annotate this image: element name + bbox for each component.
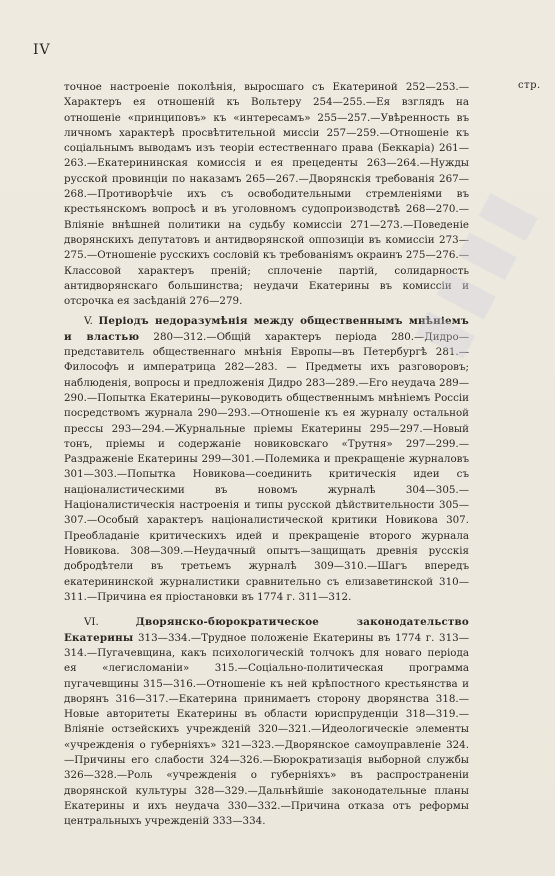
- table-of-contents-text: [64, 80, 469, 840]
- section-text: 280—312.—Общій характеръ періода 280.—Дидро—представитель общественнаго мнѣнія Европы—въ Петербургѣ 281.—Философъ и императрица 282—283. — Предметы ихъ разговоровъ; наблюденія, вопросы и предложенія Дидро 283—289.—Его неудача 289—290.—Попытка Екатерины—руководить общественнымъ мнѣніемъ Россіи посредствомъ журнала 290—293.—Отношеніе къ ея журналу остальной прессы 293—294.—Журнальные пріемы Екатерины 295—297.—Новый тонъ, пріемы и содержаніе новиковскаго «Трутня» 297—299.—Раздраженіе Екатерины 299—301.—Полемика и прекращеніе журналовъ 301—303.—Попытка Новикова—соединить критическія идеи съ націоналистическими въ новомъ журналѣ 304—305.—Націоналистическія настроенія и типы русской дѣйствительности 305—307.—Особый характеръ націоналистической критики Новикова 307. Преобладаніе критическихъ идей и прекращеніе второго журнала Новикова. 308—309.—Неудачный опытъ—защищать древнія русскія добродѣтели въ третьемъ журналѣ 309—310.—Шагъ впередъ екатерининской журналистики сравнительно съ елизаветинской 310—311.—Причина ея пріостановки въ 1774 г. 311—312.: [64, 330, 469, 603]
- continuation-paragraph: точное настроеніе поколѣнія, выросшаго съ Екатериной 252—253.—Характеръ ея отношеній къ Вольтеру 254—255.—Ея взглядъ на отношеніе «принциповъ» къ «интересамъ» 255—257.—Увѣренность въ личномъ характерѣ просвѣтительной миссіи 257—259.—Отношеніе къ соціальнымъ выводамъ изъ теоріи естественнаго права (Беккаріа) 261—263.—Екатерининская комиссія и ея прецеденты 263—264.—Нужды русской провинціи по наказамъ 265—267.—Дворянскія требованія 267—268.—Противорѣчіе ихъ съ освободительными стремленіями въ крестьянскомъ вопросѣ и въ уголовномъ судопроизводствѣ 268—270.—Вліяніе внѣшней политики на судьбу комиссіи 271—273.—Поведеніе дворянскихъ депутатовъ и антидворянской оппозиціи въ комиссіи 273—275.—Отношеніе русскихъ сословій къ требованіямъ окраинъ 275—276.—Классовой характеръ преній; сплоченіе партій, солидарность антидворянскаго большинства; неудачи Екатерины въ комиссіи и отсрочка ея засѣданій 276—279.: [64, 81, 469, 308]
- section-title: Періодъ недоразумѣнія между общественнымъ мнѣніемъ и властью: [64, 315, 469, 343]
- section-number: V.: [84, 315, 93, 328]
- page-number: IV: [33, 42, 51, 58]
- section-v: [64, 314, 469, 605]
- section-number: VI.: [84, 616, 99, 629]
- section-vi: [64, 615, 469, 829]
- watermark: ▮▮▮▮: [395, 172, 552, 369]
- section-title: Дворянско-бюрократическое законодательство Екатерины: [64, 616, 469, 644]
- running-head: стр.: [518, 80, 541, 91]
- section-text: 313—334.—Трудное положеніе Екатерины въ 1774 г. 313—314.—Пугачевщина, какъ психологическій толчокъ для новаго періода ея «легисломаніи» 315.—Соціально-политическая программа пугачевщины 315—316.—Отношеніе къ ней крѣпостного крестьянства и дворянъ 316—317.—Екатерина принимаетъ сторону дворянства 318.—Новые авторитеты Екатерины въ области юриспруденціи 318—319.—Вліяніе остзейскихъ учрежденій 320—321.—Идеологическіе элементы «учрежденія о губерніяхъ» 321—323.—Дворянское самоуправленіе 324.—Причины его слабости 324—326.—Бюрократизація выборной службы 326—328.—Роль «учрежденія о губерніяхъ» въ распространеніи дворянской культуры 328—329.—Дальнѣйшіе законодательные планы Екатерины и ихъ неудача 330—332.—Причина отказа отъ реформы центральныхъ учрежденій 333—334.: [64, 631, 469, 828]
